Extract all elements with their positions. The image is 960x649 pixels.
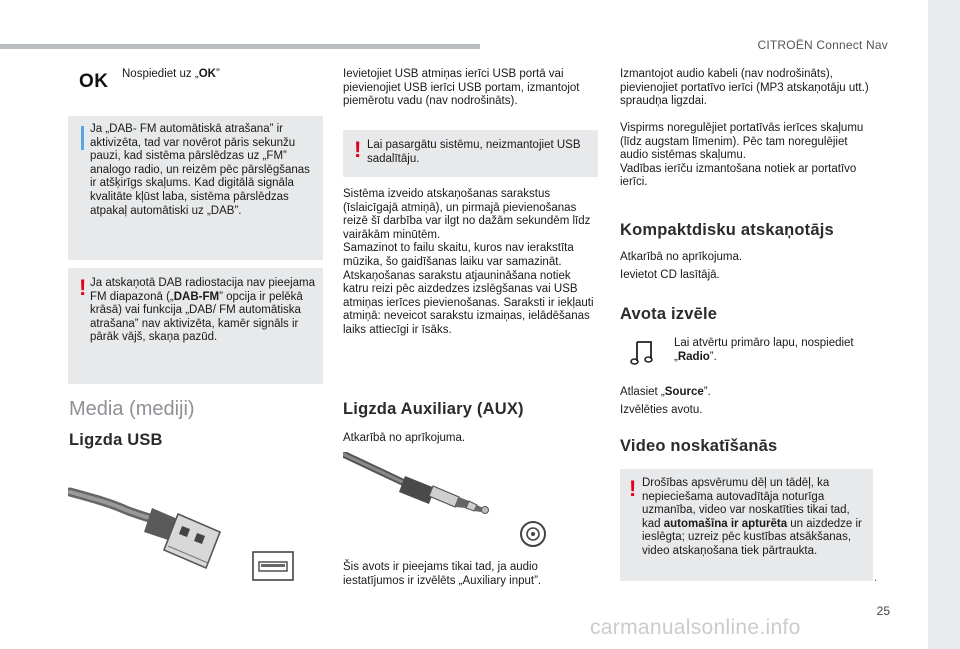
warning-note-box	[68, 268, 323, 384]
source-heading: Avota izvēle	[620, 305, 718, 323]
top-rule	[0, 44, 480, 49]
aux-equipment-text: Atkarībā no aprīkojuma.	[343, 432, 466, 444]
usb-plug-illustration	[68, 462, 323, 592]
video-heading: Video noskatīšanās	[620, 437, 778, 455]
playlist-text-3: Atskaņošanas sarakstu atjaunināšana notiek katru reizi pēc aizdedzes izslēgšanas vai USB atmiņas ierīces pievienošanas. Saraksti ir iekļauti atmiņā: neveicot sarakstu izmaiņas, ielādēšanas laiks attiecīgi ir īsāks.	[343, 269, 594, 336]
usb-warning-text: Lai pasargātu sistēmu, neizmantojiet USB sadalītāju.	[367, 139, 581, 165]
ok-instruction	[122, 68, 322, 82]
aux-note-text: Šis avots ir pieejams tikai tad, ja audio iestatījumos ir izvēlēts „Auxiliary input”.	[343, 561, 542, 587]
continuation-mark: .	[873, 572, 877, 584]
usb-heading: Ligzda USB	[69, 431, 163, 449]
ok-text-prefix: Nospiediet uz „	[122, 68, 199, 80]
source-step-bold: Radio	[677, 350, 710, 363]
playlist-text-1: Sistēma izveido atskaņošanas sarakstus (īslaicīgajā atmiņā), un pirmajā pievienošanas reizē šī darbība var ilgt no dažām sekundēm līdz vairākām minūtēm.	[343, 188, 591, 241]
source-select-prefix: Atlasiet „	[620, 386, 665, 398]
source-select-bold: Source	[664, 386, 704, 398]
source-step-text	[674, 337, 874, 364]
cd-heading: Kompaktdisku atskaņotājs	[620, 221, 834, 239]
playlist-text-2: Samazinot to failu skaitu, kuros nav ierakstīta mūzika, šo gaidīšanas laiku var samazināt.	[343, 242, 574, 268]
watermark: carmanualsonline.info	[590, 616, 801, 639]
dab-warning-bold: DAB-FM	[173, 290, 220, 303]
cd-insert-text: Ievietot CD lasītājā.	[620, 269, 720, 281]
info-bar-icon	[81, 126, 84, 150]
cable-text: Izmantojot audio kabeli (nav nodrošināts), pievienojiet portatīvo ierīci (MP3 atskaņotāju utt.) spraudņa ligzdai.	[620, 68, 869, 108]
video-warning-text	[642, 477, 866, 559]
source-select-text	[620, 386, 875, 400]
video-warning-prefix: Drošības apsvērumu dēļ un tādēļ, ka nepieciešama autovadītāja noturīga uzmanība, video var noskatīties tikai tad, kad	[642, 477, 850, 530]
info-note-text: Ja „DAB- FM automātiskā atrašana” ir aktivizēta, tad var novērot pāris sekunžu pauzi, kad sistēma pārslēdzas uz „FM” analogo radio, un reizēm pēc pārslēgšanas ir atšķirīgs skaļums. Kad digitālā signāla kvalitāte kļūst laba, sistēma pārslēdzas atpakaļ automātiski uz „DAB”.	[90, 123, 310, 217]
cd-equipment-text: Atkarībā no aprīkojuma.	[620, 251, 743, 263]
usb-intro-text: Ievietojiet USB atmiņas ierīci USB portā vai pievienojiet USB ierīci USB portam, izmantojot piemērotu vadu (nav nodrošināts).	[343, 68, 580, 108]
section-title: Media (mediji)	[69, 398, 195, 420]
source-choose-text: Izvēlēties avotu.	[620, 404, 703, 416]
volume-text-2: Vadības ierīču izmantošana notiek ar portatīvo ierīci.	[620, 162, 857, 189]
exclamation-icon: !	[629, 476, 637, 501]
dab-warning-prefix: Ja atskaņotā DAB radiostacija nav pieejama FM diapazonā („	[90, 277, 316, 303]
source-step-suffix: ”.	[709, 350, 717, 363]
brand-header: CITROËN Connect Nav	[757, 38, 888, 52]
warning-note-text	[90, 277, 316, 345]
aux-heading: Ligzda Auxiliary (AUX)	[343, 400, 524, 418]
playlist-text	[343, 188, 598, 338]
info-note-box	[68, 116, 323, 260]
page-number: 25	[876, 604, 890, 618]
source-step-prefix: Lai atvērtu primāro lapu, nospiediet „	[674, 337, 854, 363]
ok-text-suffix: ”	[215, 68, 220, 80]
exclamation-icon: !	[79, 275, 87, 300]
source-select-suffix: ”.	[703, 386, 711, 398]
ok-button-icon: OK	[79, 71, 109, 92]
usb-warning-box	[343, 130, 598, 177]
exclamation-icon: !	[354, 137, 362, 162]
music-note-icon	[630, 340, 654, 366]
ok-text-bold: OK	[198, 68, 216, 80]
dab-warning-suffix: ” opcija ir pelēkā krāsā) vai funkcija „DAB/ FM automātiska atrašana” nav aktivizēta, kamēr signāls ir pārāk vājš, skaņa pazūd.	[90, 290, 303, 344]
volume-text-1: Vispirms noregulējiet portatīvās ierīces skaļumu (līdz augstam līmenim). Pēc tam noregulējiet audio sistēmas skaļumu.	[620, 122, 864, 162]
video-warning-suffix: un aizdedze ir ieslēgta; uzreiz pēc kustības atsākšanas, video atskaņošana tiek pārtraukta.	[642, 517, 862, 557]
volume-text	[620, 122, 875, 190]
video-warning-box	[620, 469, 873, 581]
side-strip	[928, 0, 960, 649]
video-warning-bold: automašīna ir apturēta	[663, 517, 788, 530]
jack-plug-illustration	[343, 452, 553, 550]
